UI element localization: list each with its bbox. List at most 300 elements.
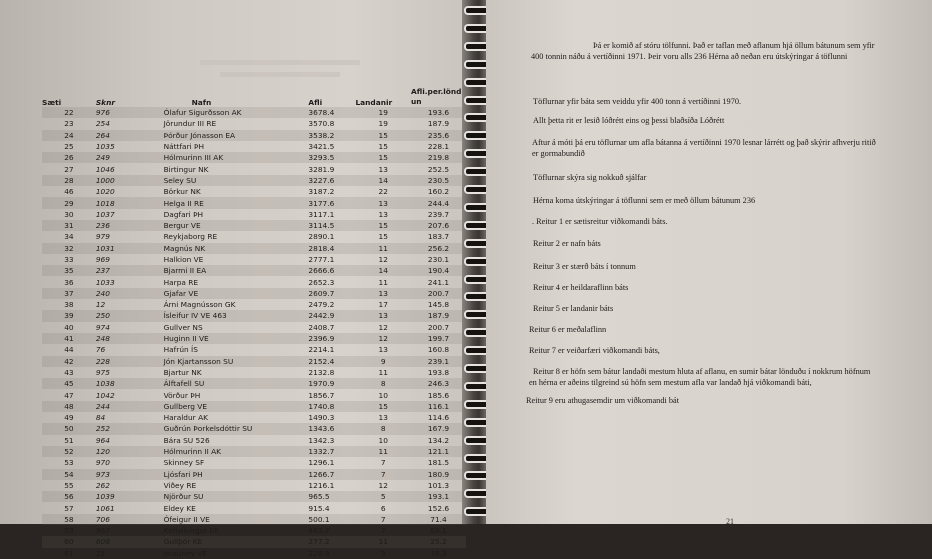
cell-landanir: 7 bbox=[355, 469, 411, 480]
cell-skrnr: 967 bbox=[95, 526, 110, 536]
cell-saeti: 45 bbox=[42, 378, 96, 389]
cell-landanir: 14 bbox=[355, 175, 411, 186]
cell-skrnr: 1000 bbox=[96, 175, 142, 186]
cell-landanir: 13 bbox=[355, 310, 411, 321]
table-row bbox=[42, 310, 466, 321]
paragraph-3b: er gormabundið bbox=[532, 149, 585, 158]
cell-skrnr: 964 bbox=[95, 435, 110, 445]
cell-afli-per-londun: 121.1 bbox=[411, 446, 466, 457]
paragraph-5: Hérna koma útskýringar á töflunni sem er með öllum bátunum 236 bbox=[533, 196, 756, 205]
paragraph-7: Reitur 2 er nafn báts bbox=[533, 239, 601, 248]
cell-skrnr: 237 bbox=[96, 265, 142, 276]
cell-afli: 2479.2 bbox=[308, 300, 335, 310]
cell-afli-per-londun: 190.4 bbox=[411, 265, 466, 276]
paragraph-3a: Aftur á móti þá eru töflurnar um afla bátanna á vertíðinni 1970 lesnar lárrétt og það skýrir afhverju ritið bbox=[532, 138, 876, 147]
paragraph-12: Reitur 7 er veiðarfæri viðkomandi báts, bbox=[529, 346, 660, 355]
cell-saeti: 60 bbox=[42, 536, 96, 547]
cell-skrnr: 1046 bbox=[95, 164, 115, 174]
cell-nafn: Skinney SF bbox=[163, 458, 205, 468]
table-row bbox=[42, 412, 466, 423]
table-row bbox=[42, 288, 466, 299]
cell-saeti: 38 bbox=[64, 300, 74, 310]
cell-nafn: Helga II RE bbox=[142, 197, 309, 208]
cell-saeti: 44 bbox=[64, 345, 74, 355]
cell-nafn: Bjarmi II EA bbox=[142, 265, 309, 276]
cell-afli-per-londun: 152.6 bbox=[427, 503, 450, 513]
cell-afli: 3177.6 bbox=[308, 197, 355, 208]
table-row bbox=[42, 299, 466, 310]
cell-saeti: 26 bbox=[42, 152, 96, 163]
cell-nafn: Börkur NK bbox=[163, 187, 201, 197]
paragraph-1: Töflurnar yfir báta sem veiddu yfir 400 tonn á vertíðinni 1970. bbox=[533, 97, 742, 106]
cell-skrnr: 1031 bbox=[96, 243, 142, 254]
cell-afli-per-londun: 183.7 bbox=[427, 232, 450, 242]
cell-afli: 3421.5 bbox=[308, 142, 335, 152]
cell-nafn: Jón Kjartansson SU bbox=[142, 356, 309, 367]
table-row bbox=[42, 220, 466, 231]
cell-landanir: 6 bbox=[380, 503, 386, 513]
cell-nafn: Viðey RE bbox=[163, 480, 197, 490]
cell-saeti: 58 bbox=[42, 514, 96, 525]
cell-afli-per-londun: 193.1 bbox=[411, 491, 466, 502]
cell-saeti: 22 bbox=[42, 107, 96, 118]
cell-landanir: 13 bbox=[378, 164, 388, 174]
table-row bbox=[42, 446, 466, 457]
header-landanir: Landanir bbox=[355, 98, 393, 107]
paragraph-13a: Reitur 8 er höfn sem bátur landaði mestum hluta af aflanu, en sumir bátar lönduðu í nokkrum höfnum bbox=[533, 367, 871, 376]
cell-afli: 228.9 bbox=[308, 548, 330, 558]
cell-nafn: Birtingur NK bbox=[163, 164, 209, 174]
cell-skrnr: 84 bbox=[95, 413, 106, 423]
cell-nafn: Bergur VE bbox=[142, 220, 309, 231]
cell-landanir: 13 bbox=[378, 345, 388, 355]
cell-saeti: 61 bbox=[64, 548, 74, 558]
cell-afli: 3570.8 bbox=[308, 119, 335, 129]
cell-afli-per-londun: 145.8 bbox=[427, 300, 450, 310]
cell-landanir: 11 bbox=[378, 367, 388, 377]
cell-landanir: 8 bbox=[355, 378, 411, 389]
table-row bbox=[42, 118, 466, 129]
table-row bbox=[42, 163, 466, 174]
cell-afli-per-londun: 76.3 bbox=[430, 548, 447, 558]
cell-afli-per-londun: 200.7 bbox=[411, 288, 466, 299]
cell-afli-per-londun: 116.1 bbox=[411, 401, 466, 412]
table-row bbox=[42, 152, 466, 163]
cell-nafn: Harpa RE bbox=[163, 277, 199, 287]
cell-afli-per-londun: 239.7 bbox=[427, 209, 450, 219]
table-row bbox=[42, 536, 466, 547]
cell-nafn: Jörundur III RE bbox=[163, 119, 217, 129]
cell-afli: 2396.9 bbox=[308, 333, 355, 344]
table-row bbox=[42, 130, 466, 141]
cell-skrnr: 76 bbox=[95, 345, 106, 355]
table-row bbox=[42, 457, 466, 468]
cell-afli: 2652.3 bbox=[308, 277, 335, 287]
cell-afli-per-londun: 167.9 bbox=[411, 423, 466, 434]
cell-skrnr: 976 bbox=[96, 107, 142, 118]
cell-afli: 1296.1 bbox=[308, 458, 335, 468]
table-row bbox=[42, 197, 466, 208]
cell-skrnr: 1033 bbox=[95, 277, 115, 287]
cell-landanir: 11 bbox=[355, 536, 411, 547]
cell-afli: 2890.1 bbox=[308, 232, 335, 242]
cell-afli: 1332.7 bbox=[308, 446, 355, 457]
cell-afli: 3678.4 bbox=[308, 107, 355, 118]
table-row bbox=[42, 480, 466, 491]
cell-landanir: 15 bbox=[355, 130, 411, 141]
table-row bbox=[42, 401, 466, 412]
page-number: 21 bbox=[726, 517, 734, 526]
header-saeti: Sæti bbox=[42, 98, 62, 107]
cell-nafn: Gjafar VE bbox=[142, 288, 309, 299]
cell-saeti: 59 bbox=[64, 526, 74, 536]
cell-skrnr: 248 bbox=[96, 333, 142, 344]
cell-landanir: 8 bbox=[355, 423, 411, 434]
cell-skrnr: 236 bbox=[96, 220, 142, 231]
cell-afli-per-londun: 207.6 bbox=[411, 220, 466, 231]
cell-afli-per-londun: 71.4 bbox=[411, 514, 466, 525]
cell-nafn: Huginn II VE bbox=[142, 333, 309, 344]
cell-afli-per-londun: 230.1 bbox=[427, 255, 450, 264]
cell-afli-per-londun: 181.5 bbox=[427, 458, 450, 468]
cell-afli-per-londun: 252.5 bbox=[427, 164, 450, 174]
cell-afli-per-londun: 160.8 bbox=[427, 345, 450, 355]
cell-saeti: 24 bbox=[42, 130, 96, 141]
header-nafn: Nafn bbox=[191, 98, 212, 107]
cell-landanir: 11 bbox=[355, 243, 411, 254]
cell-skrnr: 1038 bbox=[96, 378, 142, 389]
cell-skrnr: 254 bbox=[95, 119, 110, 129]
paragraph-2: Allt þetta rit er lesið lóðrétt eins og þessi blaðsíða Lóðrétt bbox=[533, 116, 725, 125]
cell-afli: 2609.7 bbox=[308, 288, 355, 299]
cell-afli-per-londun: 193.6 bbox=[411, 107, 466, 118]
table-row bbox=[42, 209, 466, 220]
cell-afli-per-londun: 187.9 bbox=[427, 119, 450, 129]
table-row bbox=[42, 333, 466, 344]
cell-saeti: 23 bbox=[64, 119, 74, 129]
cell-landanir: 17 bbox=[378, 300, 388, 310]
cell-nafn: Njörður SU bbox=[142, 491, 309, 502]
intro-line-1: Þá er komið af stóru tölfunni. Það er taflan með aflanum hjá öllum bátunum sem yfir bbox=[593, 41, 875, 50]
paragraph-11: Reitur 6 er meðalaflinn bbox=[529, 325, 607, 334]
cell-afli: 500.1 bbox=[308, 514, 355, 525]
table-row bbox=[42, 502, 466, 513]
cell-nafn: Halkion VE bbox=[163, 255, 204, 264]
cell-afli-per-londun: 69.1 bbox=[430, 526, 447, 536]
cell-afli: 2818.4 bbox=[308, 243, 355, 254]
cell-saeti: 50 bbox=[42, 423, 96, 434]
cell-afli-per-londun: 239.1 bbox=[411, 356, 466, 367]
cell-saeti: 48 bbox=[42, 401, 96, 412]
cell-afli-per-londun: 219.8 bbox=[411, 152, 466, 163]
cell-landanir: 12 bbox=[378, 322, 388, 332]
cell-afli: 915.4 bbox=[308, 503, 330, 513]
cell-afli: 965.5 bbox=[308, 491, 355, 502]
cell-nafn: Dagfari ÞH bbox=[163, 209, 204, 219]
cell-landanir: 10 bbox=[378, 390, 388, 400]
cell-landanir: 12 bbox=[378, 480, 388, 490]
header-afli-per-londun: Afli.per.lönd un bbox=[411, 87, 462, 106]
cell-landanir: 15 bbox=[378, 142, 388, 152]
cell-saeti: 51 bbox=[64, 435, 74, 445]
cell-landanir: 15 bbox=[378, 232, 388, 242]
cell-saeti: 49 bbox=[64, 413, 74, 423]
cell-landanir: 14 bbox=[355, 265, 411, 276]
cell-landanir: 15 bbox=[355, 220, 411, 231]
cell-skrnr: 249 bbox=[96, 152, 142, 163]
table-row bbox=[42, 389, 466, 400]
cell-landanir: 5 bbox=[355, 491, 411, 502]
cell-afli-per-londun: 185.6 bbox=[427, 390, 450, 400]
cell-skrnr: 120 bbox=[96, 446, 142, 457]
cell-afli-per-londun: 160.2 bbox=[427, 187, 450, 197]
cell-afli: 1343.6 bbox=[308, 423, 355, 434]
cell-landanir: 13 bbox=[355, 197, 411, 208]
table-row bbox=[42, 356, 466, 367]
cell-afli-per-londun: 246.3 bbox=[411, 378, 466, 389]
cell-nafn: Gullberg VE bbox=[142, 401, 309, 412]
cell-landanir: 19 bbox=[378, 119, 388, 129]
cell-saeti: 42 bbox=[42, 356, 96, 367]
cell-afli-per-londun: 134.2 bbox=[427, 435, 450, 445]
cell-landanir: 22 bbox=[378, 187, 388, 197]
cell-landanir: 11 bbox=[378, 277, 388, 287]
cell-nafn: Keflvíkingur KE bbox=[163, 526, 219, 536]
cell-afli: 1490.3 bbox=[308, 413, 335, 423]
cell-skrnr: 974 bbox=[95, 322, 110, 332]
cell-nafn: Ólafur Sigurðsson AK bbox=[142, 107, 309, 118]
cell-skrnr: 979 bbox=[95, 232, 110, 242]
cell-afli-per-londun: 25.2 bbox=[411, 536, 466, 547]
cell-saeti: 43 bbox=[64, 367, 74, 377]
table-row bbox=[42, 276, 466, 287]
cell-afli: 1856.7 bbox=[308, 390, 335, 400]
left-page bbox=[0, 0, 466, 558]
cell-skrnr: 228 bbox=[96, 356, 142, 367]
cell-nafn: Eldey KE bbox=[163, 503, 196, 513]
cell-saeti: 55 bbox=[64, 480, 74, 490]
cell-afli: 2152.4 bbox=[308, 356, 355, 367]
cell-afli-per-londun: 101.3 bbox=[427, 480, 450, 490]
cell-landanir: 7 bbox=[380, 526, 386, 536]
cell-nafn: Álftafell SU bbox=[142, 378, 309, 389]
paragraph-14: Reitur 9 eru athugasemdir um viðkomandi bát bbox=[526, 396, 679, 405]
cell-saeti: 29 bbox=[42, 197, 96, 208]
cell-afli: 2666.6 bbox=[308, 265, 355, 276]
cell-afli: 1342.3 bbox=[308, 435, 335, 445]
table-row bbox=[42, 107, 466, 118]
cell-skrnr: 1061 bbox=[95, 503, 115, 513]
cell-afli: 3281.9 bbox=[308, 164, 335, 174]
cell-afli: 1266.7 bbox=[308, 469, 355, 480]
cell-landanir: 9 bbox=[355, 356, 411, 367]
cell-saeti: 46 bbox=[64, 187, 74, 197]
cell-saeti: 54 bbox=[42, 469, 96, 480]
cell-nafn: Náttfari ÞH bbox=[163, 142, 205, 152]
cell-afli: 2408.7 bbox=[308, 322, 335, 332]
table-row bbox=[42, 514, 466, 525]
cell-skrnr: 15 bbox=[95, 548, 106, 558]
table-row bbox=[42, 175, 466, 186]
cell-landanir: 13 bbox=[378, 209, 388, 219]
cell-afli-per-londun: 199.7 bbox=[411, 333, 466, 344]
cell-landanir: 7 bbox=[355, 514, 411, 525]
cell-landanir: 15 bbox=[355, 401, 411, 412]
table-row bbox=[42, 548, 466, 559]
table-row bbox=[42, 435, 466, 446]
cell-afli-per-londun: 244.4 bbox=[411, 197, 466, 208]
cell-saeti: 27 bbox=[64, 164, 74, 174]
cell-afli: 3227.6 bbox=[308, 175, 355, 186]
cell-nafn: Reykjaborg RE bbox=[163, 232, 218, 242]
cell-landanir: 15 bbox=[355, 152, 411, 163]
cell-nafn: Seley SU bbox=[142, 175, 309, 186]
cell-skrnr: 12 bbox=[95, 300, 106, 310]
cell-nafn: Vörður ÞH bbox=[163, 390, 201, 400]
table-row bbox=[42, 378, 466, 389]
cell-landanir: 19 bbox=[355, 107, 411, 118]
cell-skrnr: 264 bbox=[96, 130, 142, 141]
cell-skrnr: 975 bbox=[95, 367, 110, 377]
paragraph-9: Reitur 4 er heildaraflinn báts bbox=[533, 283, 629, 292]
cell-afli-per-londun: 114.6 bbox=[427, 413, 450, 423]
table-header-row bbox=[42, 87, 466, 107]
cell-saeti: 53 bbox=[64, 458, 74, 468]
cell-nafn: Hólmurinn III AK bbox=[142, 152, 309, 163]
cell-afli-per-londun: 180.9 bbox=[411, 469, 466, 480]
cell-afli-per-londun: 241.1 bbox=[427, 277, 450, 287]
cell-skrnr: 1035 bbox=[95, 142, 115, 152]
cell-skrnr: 970 bbox=[95, 458, 110, 468]
cell-landanir: 11 bbox=[355, 446, 411, 457]
cell-saeti: 47 bbox=[64, 390, 74, 400]
cell-nafn: Bjartur NK bbox=[163, 367, 202, 377]
cell-nafn: Bára SU 526 bbox=[163, 435, 210, 445]
table-row bbox=[42, 141, 466, 152]
paragraph-8: Reitur 3 er stærð báts í tonnum bbox=[533, 262, 636, 271]
table-row bbox=[42, 322, 466, 333]
header-skrnr: Sknr bbox=[95, 98, 115, 107]
cell-saeti: 39 bbox=[42, 310, 96, 321]
cell-afli-per-londun: 187.9 bbox=[411, 310, 466, 321]
cell-afli: 483.7 bbox=[308, 526, 330, 536]
cell-nafn: Hrauney VE bbox=[163, 548, 208, 558]
cell-afli: 2442.9 bbox=[308, 310, 355, 321]
cell-saeti: 57 bbox=[64, 503, 74, 513]
bleed-through-text bbox=[220, 72, 340, 77]
cell-skrnr: 1020 bbox=[95, 187, 115, 197]
cell-landanir: 7 bbox=[380, 458, 386, 468]
table-row bbox=[42, 344, 466, 355]
cell-nafn: Þórður Jónasson EA bbox=[142, 130, 309, 141]
table-row bbox=[42, 491, 466, 502]
cell-skrnr: 252 bbox=[96, 423, 142, 434]
cell-afli-per-londun: 235.6 bbox=[411, 130, 466, 141]
paragraph-4: Töflurnar skýra sig nokkuð sjálfar bbox=[533, 173, 647, 182]
cell-skrnr: 969 bbox=[95, 255, 110, 264]
cell-skrnr: 244 bbox=[96, 401, 142, 412]
cell-landanir: 13 bbox=[378, 413, 388, 423]
cell-skrnr: 240 bbox=[96, 288, 142, 299]
table-row bbox=[42, 186, 466, 197]
cell-nafn: Haraldur AK bbox=[163, 413, 208, 423]
catch-table bbox=[42, 87, 466, 559]
cell-nafn: Ísleifur IV VE 463 bbox=[142, 310, 309, 321]
cell-saeti: 30 bbox=[64, 209, 74, 219]
cell-afli: 1740.8 bbox=[308, 401, 355, 412]
table-row bbox=[42, 423, 466, 434]
cell-saeti: 37 bbox=[42, 288, 96, 299]
cell-afli-per-londun: 200.7 bbox=[427, 322, 450, 332]
cell-saeti: 33 bbox=[64, 255, 74, 264]
cell-skrnr: 250 bbox=[96, 310, 142, 321]
cell-afli: 3187.2 bbox=[308, 187, 335, 197]
cell-landanir: 3 bbox=[380, 548, 386, 558]
cell-skrnr: 1039 bbox=[96, 491, 142, 502]
cell-afli-per-londun: 230.5 bbox=[411, 175, 466, 186]
cell-afli: 1216.1 bbox=[308, 480, 335, 490]
cell-saeti: 25 bbox=[64, 142, 74, 152]
cell-nafn: Gullver NS bbox=[163, 322, 203, 332]
cell-afli-per-londun: 193.8 bbox=[427, 367, 450, 377]
table-row bbox=[42, 243, 466, 254]
bleed-through-text bbox=[200, 60, 360, 65]
table-row bbox=[42, 254, 466, 265]
paragraph-6: . Reitur 1 er sætisreitur viðkomandi báts. bbox=[532, 217, 668, 226]
cell-afli: 3114.5 bbox=[308, 220, 355, 231]
cell-afli: 2777.1 bbox=[308, 255, 335, 264]
cell-skrnr: 262 bbox=[95, 480, 110, 490]
cell-landanir: 12 bbox=[355, 333, 411, 344]
table-row bbox=[42, 367, 466, 378]
cell-afli: 3117.1 bbox=[308, 209, 335, 219]
cell-saeti: 32 bbox=[42, 243, 96, 254]
cell-nafn: Hólmurinn II AK bbox=[142, 446, 309, 457]
cell-skrnr: 973 bbox=[96, 469, 142, 480]
cell-skrnr: 706 bbox=[96, 514, 142, 525]
paragraph-13b: en hérna er aðeins tilgreind sú höfn sem mestum afla var landað hjá viðkomandi báti, bbox=[529, 378, 812, 387]
cell-nafn: Gullþór KE bbox=[142, 536, 309, 547]
cell-afli: 277.2 bbox=[308, 536, 355, 547]
cell-nafn: Ljósfari ÞH bbox=[142, 469, 309, 480]
table-row bbox=[42, 265, 466, 276]
cell-saeti: 41 bbox=[42, 333, 96, 344]
cell-nafn: Guðrún Þorkelsdóttir SU bbox=[142, 423, 309, 434]
cell-nafn: Magnús NK bbox=[142, 243, 309, 254]
cell-saeti: 34 bbox=[64, 232, 74, 242]
cell-saeti: 31 bbox=[42, 220, 96, 231]
table-row bbox=[42, 231, 466, 242]
cell-afli: 2214.1 bbox=[308, 345, 335, 355]
cell-landanir: 10 bbox=[378, 435, 388, 445]
cell-nafn: Ófeigur II VE bbox=[142, 514, 309, 525]
cell-saeti: 52 bbox=[42, 446, 96, 457]
table-row bbox=[42, 525, 466, 536]
cell-saeti: 56 bbox=[42, 491, 96, 502]
cell-saeti: 28 bbox=[42, 175, 96, 186]
cell-landanir: 13 bbox=[355, 288, 411, 299]
cell-afli-per-londun: 228.1 bbox=[427, 142, 450, 152]
cell-saeti: 36 bbox=[64, 277, 74, 287]
cell-afli: 1970.9 bbox=[308, 378, 355, 389]
cell-skrnr: 1042 bbox=[95, 390, 115, 400]
cell-landanir: 12 bbox=[378, 255, 388, 264]
header-afli: Afli bbox=[308, 98, 323, 107]
cell-saeti: 40 bbox=[64, 322, 74, 332]
cell-skrnr: 1018 bbox=[96, 197, 142, 208]
intro-line-2: 400 tonnin náðu á vertíðinni 1971. Þeir voru alls 236 Hérna að neðan eru útskýringar á töflunni bbox=[531, 52, 848, 61]
cell-afli-per-londun: 256.2 bbox=[411, 243, 466, 254]
